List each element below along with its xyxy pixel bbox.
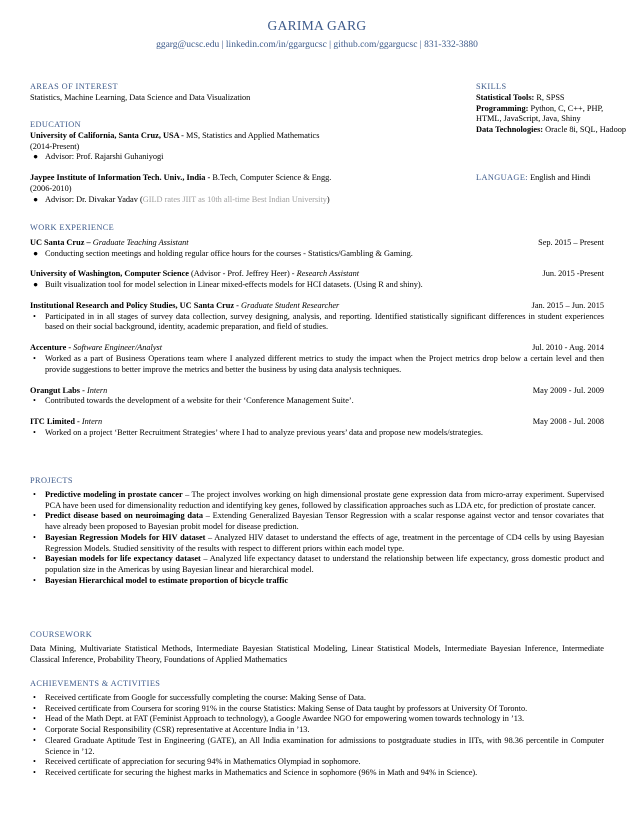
edu-jiit-dates: (2006-2010) [30, 183, 72, 193]
candidate-name: GARIMA GARG [267, 18, 367, 33]
resume-page [30, 0, 627, 778]
edu-ucsc: University of California, Santa Cruz, USA - MS, Statistics and Applied Mathematics [30, 130, 320, 140]
achievements-heading: ACHIEVEMENTS & ACTIVITIES [30, 679, 161, 688]
project-neuroimaging: • Predict disease based on neuroimaging data – Extending Generalized Bayesian Tensor Regression with a scalar response against vector and tensor covariates that have already been proposed to Bayesian probit model for disease prediction. [33, 511, 604, 532]
job-orangut-bullet: • Contributed towards the development of a website for their ‘Conference Management Suite’. [33, 396, 354, 406]
projects-heading: PROJECTS [30, 476, 73, 485]
achievement-item: • Received certificate for securing the highest marks in Mathematics and Science in sophomore (96% in Math and 94% in Science). [33, 768, 478, 778]
achievement-item: • Head of the Math Dept. at FAT (Feminist Approach to technology), a Google Awardee NGO for empowering women towards technology in ’13. [33, 714, 525, 724]
achievement-item: • Received certificate of appreciation for securing 94% in Mathematics Olympiad in sophomore. [33, 757, 361, 767]
interest-section [30, 82, 604, 104]
achievement-item: • Received certificate from Coursera for scoring 91% in the course Statistics: Making Sense of Data taught by professors at University Of Toronto. [33, 703, 528, 713]
work-section [30, 223, 604, 439]
edu-jiit-advisor: ● Advisor: Dr. Divakar Yadav (GILD rates JIIT as 10th all-time Best Indian University) [33, 194, 330, 204]
projects-section [30, 476, 604, 587]
achievements-list [30, 693, 604, 779]
edu-ucsc-dates: (2014-Present) [30, 141, 80, 151]
project-hiv: • Bayesian Regression Models for HIV dataset – Analyzed HIV dataset to understand the effects of age, treatment in the percentage of CD4 cells by using Bayesian Regression Models. Studied sensitivity of the results with respect to different priors within each model type. [33, 532, 604, 553]
project-life-expectancy: • Bayesian models for life expectancy dataset – Analyzed life expectancy dataset to understand the relationship between life expectancy, gross domestic product and population size in the Americas by using Bayesian linear and hierarchical model. [33, 554, 605, 575]
education-section [30, 120, 604, 163]
coursework-text: Data Mining, Multivariate Statistical Methods, Intermediate Bayesian Statistical Modeling, Linear Statistical Models, Intermediate Bayesian Inference, Intermediate Classical Inference, Probability Theory, Foundations of Applied Mathematics [30, 643, 604, 664]
skills-heading: SKILLS [476, 82, 507, 91]
contact-line: ggarg@ucsc.edu | linkedin.com/in/ggargucsc | github.com/ggargucsc | 831-332-3880 [156, 39, 478, 50]
language-line: LANGUAGE: English and Hindi [476, 173, 591, 182]
skills-programming-cont: HTML, JavaScript, Java, Shiny [476, 114, 581, 124]
job-irps-bullet: • Participated in in all stages of survey data collection, survey designing, analysis, and reporting. Identified statistically significant differences in student experiences based on their social background, identity, academic preparation, and field of studies. [33, 311, 604, 332]
project-prostate: • Predictive modeling in prostate cancer – The project involves working on high dimensional prostate gene expression data from micro-array experiment. Supervised PCA have been used for dimensionality reduction and identifying key genes, followed by classification approaches such as LDA etc, for prediction of prostate cancer. [33, 489, 604, 510]
coursework-section [30, 630, 604, 665]
job-ucsc: UC Santa Cruz – Graduate Teaching Assistant Sep. 2015 – Present [30, 237, 604, 247]
project-bicycle: • Bayesian Hierarchical model to estimate proportion of bicycle traffic [33, 576, 289, 586]
edu-ucsc-advisor: ● Advisor: Prof. Rajarshi Guhaniyogi [33, 152, 164, 162]
achievement-item: • Received certificate from Google for successfully completing the course: Making Sense of Data. [33, 692, 366, 702]
job-ucsc-bullet: ● Conducting section meetings and holding regular office hours for the courses - Statistics/Gambling & Gaming. [33, 248, 413, 258]
interest-heading: AREAS OF INTEREST [30, 82, 118, 91]
skills-programming: Programming: Python, C, C++, PHP, [476, 103, 604, 113]
interest-text: Statistics, Machine Learning, Data Science and Data Visualization [30, 92, 251, 102]
skills-tools: Statistical Tools: R, SPSS [476, 92, 565, 102]
coursework-heading: COURSEWORK [30, 630, 93, 639]
skills-data-tech: Data Technologies: Oracle 8i, SQL, Hadoop [476, 125, 627, 135]
job-uw: University of Washington, Computer Science (Advisor - Prof. Jeffrey Heer) - Research Assistant Jun. 2015 -Present [30, 269, 604, 279]
job-accenture: Accenture - Software Engineer/Analyst Jul. 2010 - Aug. 2014 [30, 343, 604, 353]
job-irps: Institutional Research and Policy Studies, UC Santa Cruz - Graduate Student Researcher Jan. 2015 – Jun. 2015 [30, 300, 604, 310]
job-uw-bullet: ● Built visualization tool for model selection in Linear mixed-effects models for HCI datasets. (Using R and shiny). [33, 280, 423, 290]
achievements-section [30, 679, 604, 779]
job-itc-bullet: • Worked on a project ‘Better Recruitment Strategies’ where I had to analyze previous years’ data and propose new models/strategies. [33, 427, 483, 437]
education-heading: EDUCATION [30, 120, 82, 129]
achievement-item: • Corporate Social Responsibility (CSR) representative at Accenture India in ’13. [33, 725, 310, 735]
education-jiit [30, 173, 604, 205]
job-itc: ITC Limited - Intern May 2008 - Jul. 2008 [30, 417, 604, 427]
job-orangut: Orangut Labs - Intern May 2009 - Jul. 2009 [30, 385, 604, 395]
job-accenture-bullet: • Worked as a part of Business Operations team where I analyzed different metrics to study the impact when the Project metrics drop below a certain level and then provide suggestions to better improve the metrics and better the business by using data analysis techniques. [33, 354, 604, 374]
edu-jiit: Jaypee Institute of Information Tech. Univ., India - B.Tech, Computer Science & Engg. [30, 173, 332, 182]
work-heading: WORK EXPERIENCE [30, 223, 115, 232]
achievement-item: • Cleared Graduate Aptitude Test in Engineering (GATE), an All India examination for admissions to postgraduate studies in IITs, with 98.36 percentile in Computer Science in ’12. [33, 735, 604, 756]
